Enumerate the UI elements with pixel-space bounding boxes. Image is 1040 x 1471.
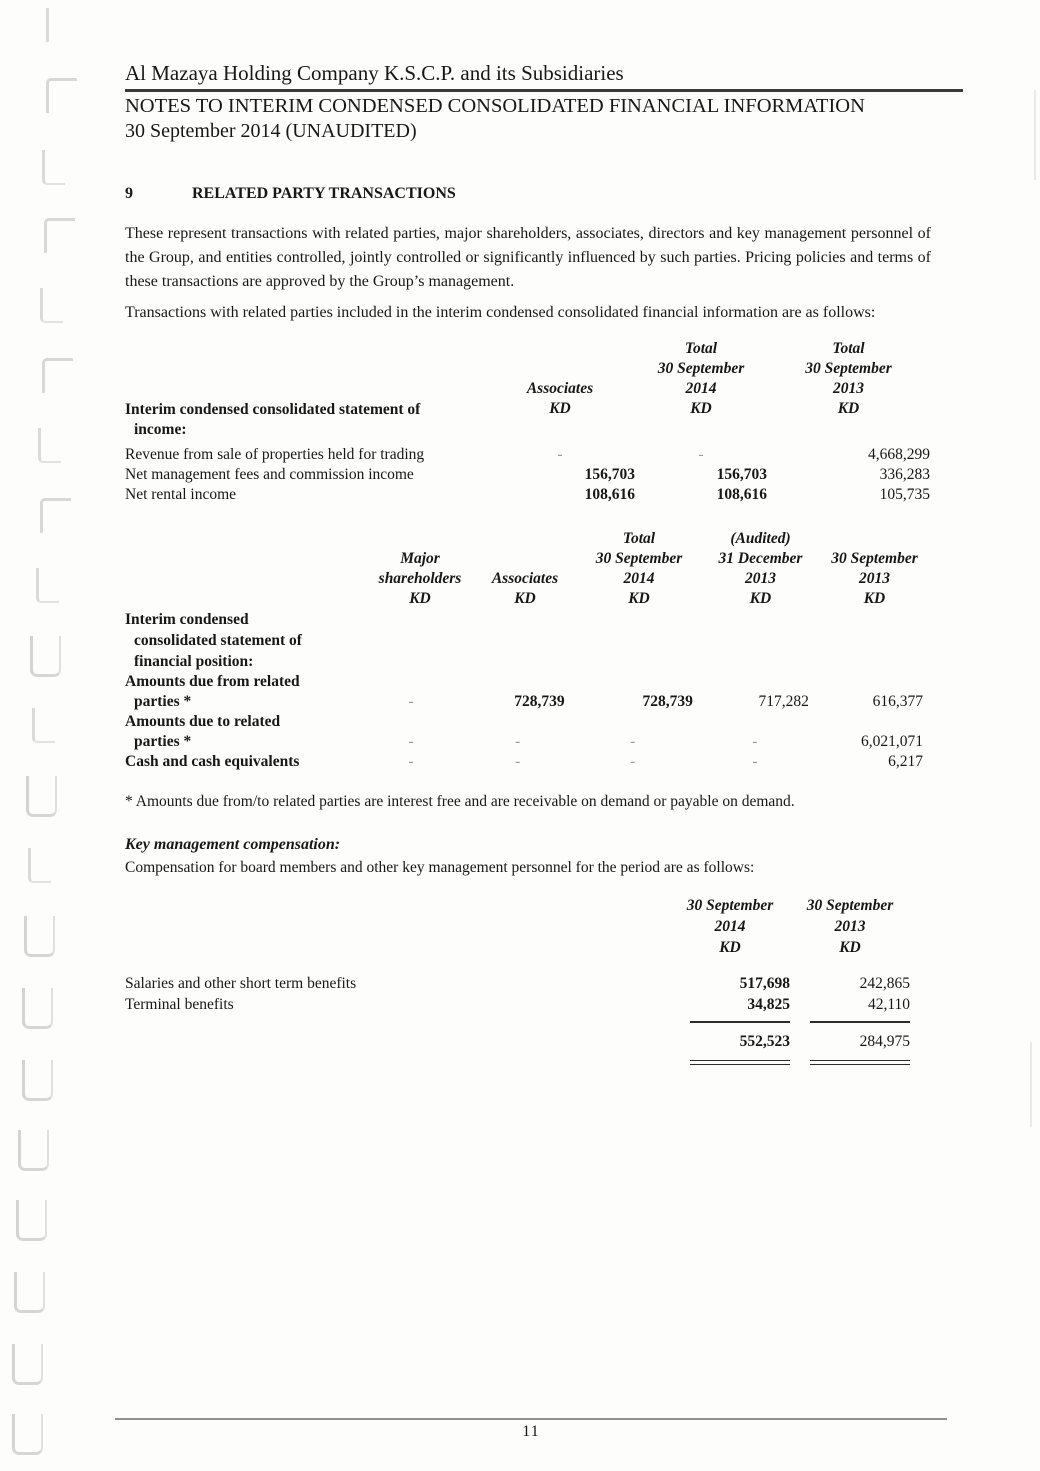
document-title: NOTES TO INTERIM CONDENSED CONSOLIDATED FINANCIAL INFORMATION <box>125 95 865 117</box>
compensation-table-body <box>125 973 931 1065</box>
binding-mark <box>16 1200 47 1241</box>
binding-mark <box>30 636 61 677</box>
position-table-body <box>125 672 931 772</box>
binding-mark <box>38 428 61 463</box>
binding-mark <box>26 776 57 817</box>
column-header-audited-dec-2013: (Audited) 31 December 2013 KD <box>718 530 803 607</box>
column-header-associates: Associates KD <box>491 570 559 607</box>
table-row <box>125 465 931 485</box>
cell-value: - <box>698 446 704 463</box>
income-table-header <box>125 339 931 438</box>
document-date: 30 September 2014 (UNAUDITED) <box>125 120 417 142</box>
binding-mark <box>32 708 55 743</box>
cell-value: 242,865 <box>859 975 910 992</box>
cell-value: 156,703 <box>716 466 767 483</box>
cell-value: 4,668,299 <box>868 446 930 463</box>
cell-value: - <box>752 733 758 750</box>
compensation-table <box>125 895 931 1065</box>
company-name: Al Mazaya Holding Company K.S.C.P. and its Subsidiaries <box>125 61 624 85</box>
total-row <box>125 1015 931 1052</box>
cell-value: 728,739 <box>642 693 693 710</box>
column-header-major-shareholders: Major shareholders KD <box>378 550 462 607</box>
total-value <box>790 1015 910 1052</box>
binding-mark <box>40 288 63 323</box>
binding-mark <box>42 150 65 185</box>
cell-value: 336,283 <box>879 466 930 483</box>
binding-mark <box>40 498 71 533</box>
related-parties-footnote: * Amounts due from/to related parties are interest free and are receivable on demand or payable on demand. <box>125 793 795 810</box>
cell-value: 108,616 <box>584 486 635 503</box>
cell-value: - <box>408 733 414 750</box>
income-table <box>125 339 931 505</box>
position-table-header <box>125 529 931 609</box>
section-number: 9 <box>125 185 133 202</box>
table-row <box>125 994 931 1015</box>
column-header-sep-2013: 30 September 2013 KD <box>831 550 918 607</box>
binding-mark <box>24 916 55 957</box>
binding-mark <box>46 78 77 113</box>
income-table-body <box>125 445 931 505</box>
binding-mark <box>46 8 49 42</box>
cell-value: - <box>515 753 521 770</box>
cell-value: - <box>515 733 521 750</box>
compensation-table-header <box>125 895 931 958</box>
binding-mark <box>18 1130 49 1171</box>
table-row <box>125 752 931 772</box>
table-row <box>125 445 931 465</box>
scan-edge-artifact <box>1030 1042 1032 1127</box>
total-value-2014: 552,523 <box>690 1021 790 1052</box>
binding-mark <box>44 218 75 253</box>
cell-value: 6,217 <box>888 753 923 770</box>
row-label: Net management fees and commission income <box>125 466 414 483</box>
cell-value: 717,282 <box>758 693 809 710</box>
cell-value: - <box>752 753 758 770</box>
total-value <box>670 1015 790 1052</box>
footer-divider <box>115 1418 947 1420</box>
section-heading <box>125 184 931 204</box>
column-header-total-2014: Total 30 September 2014 KD <box>657 340 745 417</box>
binding-mark <box>22 988 53 1029</box>
column-header-associates: Associates KD <box>526 380 594 417</box>
row-label: Amounts due to related parties * <box>125 713 281 750</box>
row-label: Revenue from sale of properties held for trading <box>125 446 425 463</box>
table-row <box>125 485 931 505</box>
binding-mark <box>28 848 51 883</box>
transactions-paragraph: Transactions with related parties included in the interim condensed consolidated financial information are as follows: <box>125 304 876 321</box>
row-label: Cash and cash equivalents <box>125 753 300 770</box>
binding-mark <box>42 358 73 393</box>
cell-value: 34,825 <box>747 996 790 1013</box>
header-divider <box>125 89 963 92</box>
cell-value: - <box>408 693 414 710</box>
binding-mark <box>22 1060 53 1101</box>
row-label: Salaries and other short term benefits <box>125 975 357 992</box>
column-header-sep-2014: 30 September 2014 KD <box>686 897 774 956</box>
position-table-row-header: Interim condensed consolidated statement of financial position: <box>125 611 302 670</box>
table-row <box>125 973 931 994</box>
binding-mark <box>12 1344 43 1385</box>
row-label: Net rental income <box>125 486 237 503</box>
cell-value: - <box>408 753 414 770</box>
cell-value: 108,616 <box>716 486 767 503</box>
key-management-description: Compensation for board members and other key management personnel for the period are as follows: <box>125 859 755 876</box>
row-label: Amounts due from related parties * <box>125 673 300 710</box>
income-table-row-header-cell <box>125 379 485 438</box>
key-management-heading: Key management compensation: <box>125 836 341 853</box>
binding-mark <box>12 1414 43 1455</box>
income-table-row-header: Interim condensed consolidated statement of income: <box>125 401 421 438</box>
cell-value: 6,021,071 <box>861 733 923 750</box>
cell-value: 517,698 <box>739 975 790 992</box>
column-header-total-2013: Total 30 September 2013 KD <box>805 340 892 417</box>
cell-value: - <box>557 446 563 463</box>
cell-value: 105,735 <box>879 486 930 503</box>
section-title: RELATED PARTY TRANSACTIONS <box>192 185 456 202</box>
scan-edge-artifact <box>1034 90 1036 180</box>
double-rule-row <box>125 1052 931 1065</box>
table-row <box>125 712 931 752</box>
document-content <box>125 60 931 1065</box>
cell-value: 156,703 <box>584 466 635 483</box>
double-rule <box>670 1052 790 1065</box>
position-table <box>125 529 931 772</box>
column-header-total-2014: Total 30 September 2014 KD <box>595 530 683 607</box>
intro-paragraph: These represent transactions with related parties, major shareholders, associates, directors and key management personnel of the Group, and entities controlled, jointly controlled or significantly influenced by such parties. Pricing policies and terms of these transactions are approved by the Group’s management. <box>125 225 931 290</box>
binding-mark <box>14 1272 45 1313</box>
cell-value: 728,739 <box>514 693 565 710</box>
row-label: Terminal benefits <box>125 996 234 1013</box>
total-value-2013: 284,975 <box>810 1021 910 1052</box>
page-number: 11 <box>522 1423 540 1440</box>
cell-value: 42,110 <box>867 996 910 1013</box>
cell-value: 616,377 <box>872 693 923 710</box>
table-row <box>125 672 931 712</box>
double-rule <box>790 1052 910 1065</box>
column-header-sep-2013: 30 September 2013 KD <box>806 897 894 956</box>
cell-value: - <box>630 733 636 750</box>
cell-value: - <box>630 753 636 770</box>
binding-mark <box>36 568 59 603</box>
